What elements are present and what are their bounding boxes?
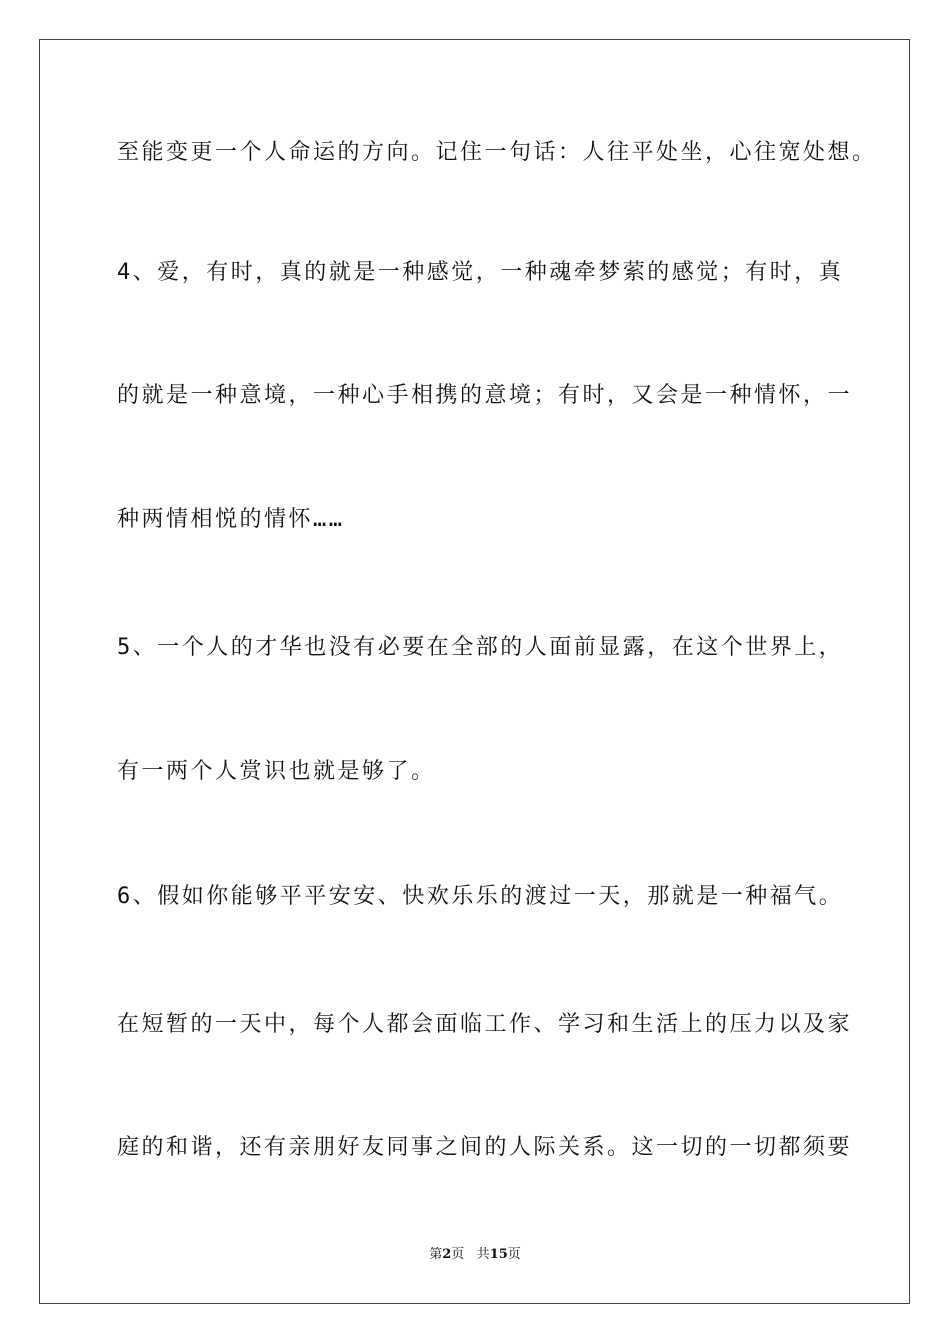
footer-page-suffix: 页 xyxy=(451,1247,465,1262)
text-line-2: 4、爱，有时，真的就是一种感觉，一种魂牵梦萦的感觉；有时，真 xyxy=(117,260,844,285)
text-line-5: 5、一个人的才华也没有必要在全部的人面前显露，在这个世界上， xyxy=(117,635,844,660)
text-line-9: 庭的和谐，还有亲朋好友同事之间的人际关系。这一切的一切都须要 xyxy=(117,1135,853,1160)
footer-total-prefix: 共 xyxy=(476,1247,490,1262)
text-line-3: 的就是一种意境，一种心手相携的意境；有时，又会是一种情怀，一 xyxy=(117,383,853,408)
page-footer xyxy=(0,1246,950,1264)
text-line-4: 种两情相悦的情怀…… xyxy=(117,507,345,532)
text-line-6: 有一两个人赏识也就是够了。 xyxy=(117,759,436,784)
footer-page-number: 2 xyxy=(442,1247,452,1262)
page-border xyxy=(39,39,910,1304)
text-line-1: 至能变更一个人命运的方向。记住一句话：人往平处坐，心往宽处想。 xyxy=(117,140,877,165)
footer-total-suffix: 页 xyxy=(507,1247,521,1262)
text-line-8: 在短暂的一天中，每个人都会面临工作、学习和生活上的压力以及家 xyxy=(117,1012,853,1037)
footer-total-pages: 15 xyxy=(489,1247,508,1262)
footer-page-prefix: 第 xyxy=(429,1247,443,1262)
text-line-7: 6、假如你能够平平安安、快欢乐乐的渡过一天，那就是一种福气。 xyxy=(117,884,844,909)
